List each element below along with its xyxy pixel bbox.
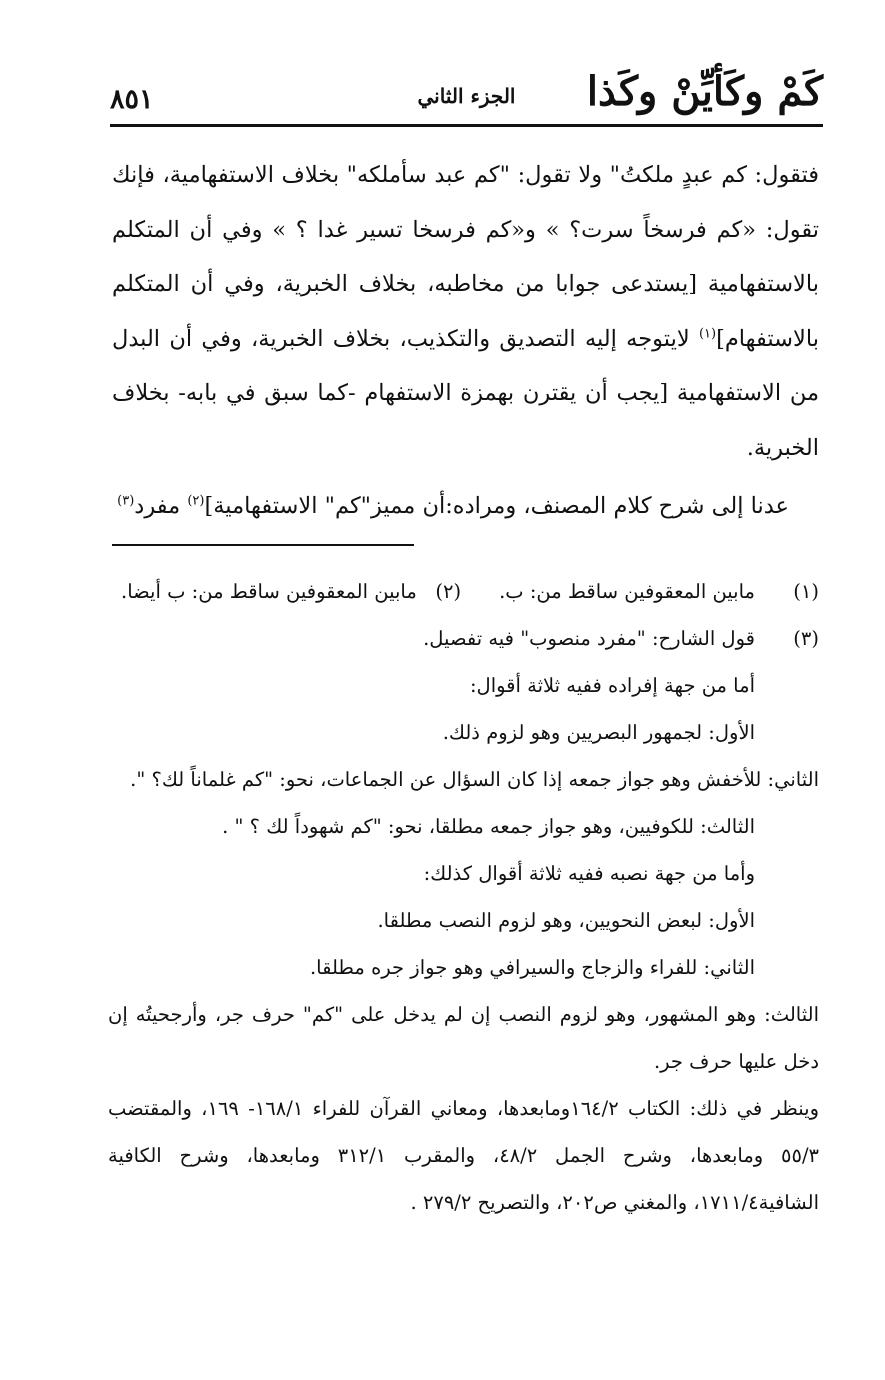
text-line: عدنا إلى شرح كلام المصنف، ومراده:أن مميز"كم" الاستفهامية]	[204, 493, 789, 519]
text-line: فتقول: كم عبدٍ ملكتُ" ولا تقول: "كم عبد سأملكه" بخلاف الاستفهامية،	[162, 162, 820, 188]
footnote-number-3: (٣)	[793, 627, 819, 650]
footnote-1-text: مابين المعقوفين ساقط من: ب.	[499, 580, 755, 603]
text-line: المتكلم بالاستفهامية [يستدعى جوابا من مخاطبه، بخلاف الخبرية، وفي أن	[112, 216, 819, 297]
footnote-text: وينظر في ذلك: الكتاب ١٦٤/٢ومابعدها، ومعاني القرآن للفراء ١٦٨/١-	[248, 1097, 819, 1120]
footnote-line: وأما من جهة نصبه ففيه ثلاثة أقوال كذلك:	[423, 862, 755, 885]
footnote-3-heading: قول الشارح: "مفرد منصوب" فيه تفصيل.	[423, 627, 755, 650]
footnote-text: ١٦٩، والمقتضب ٥٥/٣ ومابعدها، وشرح الجمل ٤٨/٢، والمقرب ٣١٢/١	[108, 1097, 820, 1167]
footnote-text: غلماناً لك؟ ".	[130, 768, 236, 791]
footnote-separator	[112, 544, 414, 546]
running-title: كَمْ وكَأيِّنْ وكَذا	[586, 68, 823, 115]
footnote-2-text: مابين المعقوفين ساقط من: ب أيضا.	[121, 580, 417, 603]
page-header	[110, 62, 823, 122]
footnote-text: الثاني: للأخفش وهو جواز جمعه إذا كان السؤال عن الجماعات، نحو: "كم	[241, 768, 819, 791]
footnote-line	[108, 991, 819, 1085]
footnote-line: الثاني: للفراء والزجاج والسيرافي وهو جواز جره مطلقا.	[309, 956, 755, 979]
footnote-3-row	[108, 615, 819, 662]
footnote-line: الثالث: للكوفيين، وهو جواز جمعه مطلقا، نحو: "كم شهوداً لك ؟ " .	[222, 815, 755, 838]
footnote-number-2: (٢)	[435, 580, 462, 603]
text-line: أن البدل من الاستفهامية [يجب أن يقترن بهمزة الاستفهام -كما سبق في	[112, 325, 820, 406]
footnote-line	[108, 756, 819, 803]
text-line: لايتوجه إليه التصديق والتكذيب، بخلاف الخبرية، وفي	[201, 325, 699, 352]
footnote-text: ومابعدها، وشرح الكافية الشافية١٧١١/٤، والمغني ص٢٠٢، والتصريح ٢٧٩/٢ .	[108, 1144, 819, 1214]
footnotes	[108, 568, 819, 1226]
main-text	[112, 148, 819, 534]
part-label: الجزء الثاني	[417, 84, 516, 108]
footnote-text: وأرجحيتُه إن دخل عليها حرف جر.	[108, 1003, 819, 1073]
footnote-line: أما من جهة إفراده ففيه ثلاثة أقوال:	[469, 674, 755, 697]
footnote-3-body	[108, 662, 819, 1226]
text-line: المتكلم بالاستفهام]	[112, 271, 819, 352]
header-rule	[110, 124, 823, 127]
footnote-ref-2: (٢)	[187, 493, 205, 509]
footnote-line: الأول: لجمهور البصريين وهو لزوم ذلك.	[442, 721, 755, 744]
footnote-1-2-row	[108, 568, 819, 615]
text-line: بابه- بخلاف الخبرية.	[112, 380, 819, 461]
page-number: ٨٥١	[110, 84, 154, 115]
paragraph-1	[112, 148, 819, 475]
paragraph-2	[112, 479, 819, 534]
footnote-line	[108, 1085, 819, 1226]
text-line: فإنك تقول: «كم فرسخاً سرت؟ » و«كم فرسخا تسير غدا ؟ » وفي أن	[112, 162, 819, 243]
footnote-ref-3: (٣)	[117, 493, 135, 509]
footnote-ref-1: (١)	[698, 326, 717, 341]
footnote-number-1: (١)	[793, 580, 819, 603]
text-line: مفرد	[134, 493, 188, 519]
footnote-line: الأول: لبعض النحويين، وهو لزوم النصب مطلقا.	[377, 909, 755, 932]
footnote-text: الثالث: وهو المشهور، وهو لزوم النصب إن لم يدخل على "كم" حرف جر،	[214, 1003, 819, 1026]
